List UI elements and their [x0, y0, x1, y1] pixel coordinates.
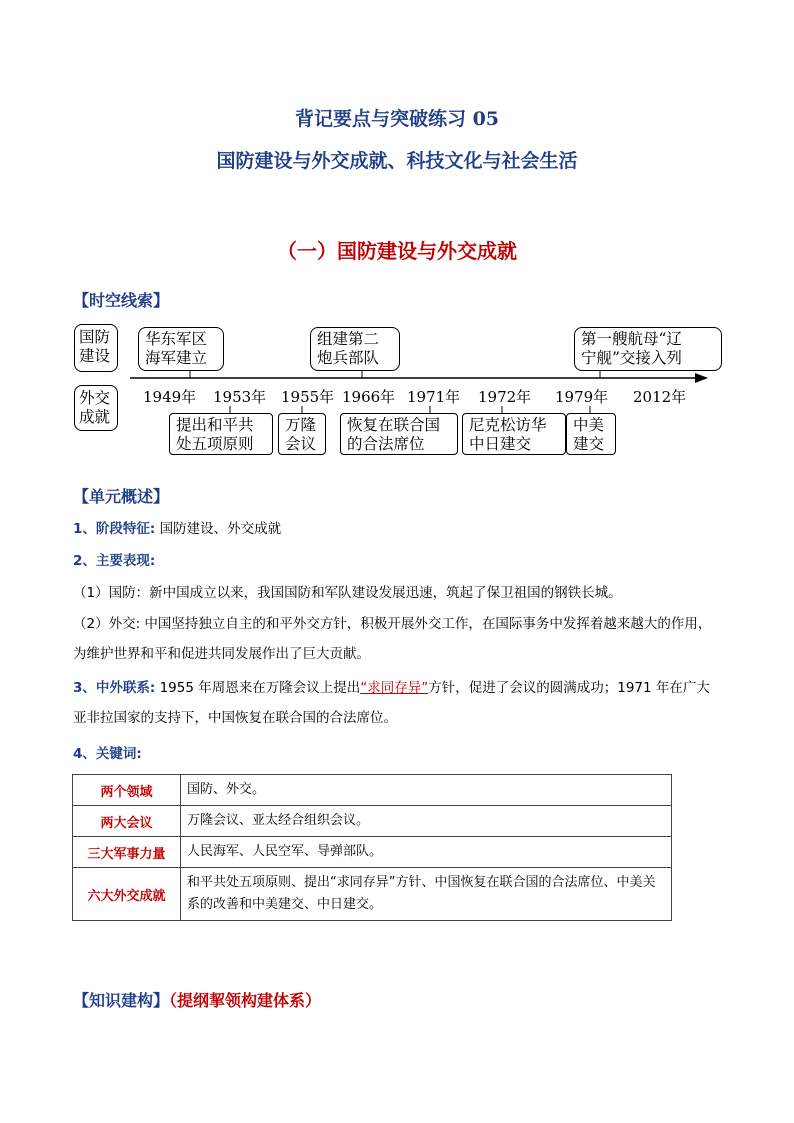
- keyword-value: 人民海军、人民空军、导弹部队。: [181, 837, 672, 868]
- stage-text: 国防建设、外交成就: [155, 521, 282, 537]
- keyword-key: 三大军事力量: [73, 837, 181, 868]
- table-row: [73, 868, 672, 921]
- event-second-artillery: 组建第二 炮兵部队: [310, 327, 400, 371]
- year-1979: 1979年: [555, 388, 609, 406]
- main-label: 2、主要表现:: [73, 553, 156, 569]
- knowledge-heading-main: 【知识建构】: [73, 991, 170, 1010]
- keyword-value: 万隆会议、亚太经合组织会议。: [181, 806, 672, 837]
- keyword-key: 两大会议: [73, 806, 181, 837]
- year-1972: 1972年: [478, 388, 532, 406]
- event-liaoning-carrier: 第一艘航母“辽 宁舰”交接入列: [574, 327, 722, 371]
- foreign-relations-paragraph: [73, 673, 723, 733]
- diplomacy-paragraph: （2）外交: 中国坚持独立自主的和平外交方针，积极开展外交工作，在国际事务中发挥着越来越大的作用，为维护世界和平和促进共同发展作出了巨大贡献。: [73, 616, 712, 662]
- table-row: [73, 837, 672, 868]
- row-label-diplomacy: 外交 成就: [74, 385, 118, 431]
- year-2012: 2012年: [633, 388, 687, 406]
- defense-paragraph: （1）国防：新中国成立以来，我国国防和军队建设发展迅速，筑起了保卫祖国的钢铁长城。: [73, 585, 622, 601]
- knowledge-heading-sub: （提纲挈领构建体系）: [169, 991, 322, 1010]
- year-1949: 1949年: [143, 388, 197, 406]
- knowledge-heading: [73, 988, 321, 1011]
- year-1955: 1955年: [281, 388, 335, 406]
- main-manifestations-label: [73, 545, 723, 577]
- section-title: （一）国防建设与外交成就: [277, 239, 517, 263]
- document-title-line2: 国防建设与外交成就、科技文化与社会生活: [216, 150, 578, 172]
- timeline-heading: 【时空线索】: [73, 291, 170, 310]
- event-navy-established: 华东军区 海军建立: [138, 327, 224, 371]
- event-nixon-visit: 尼克松访华 中日建交: [462, 413, 566, 455]
- relations-text-before: 1955 年周恩来在万隆会议上提出: [155, 680, 361, 696]
- keywords-label-line: [73, 738, 723, 770]
- year-1953: 1953年: [213, 388, 267, 406]
- table-row: [73, 806, 672, 837]
- overview-heading: 【单元概述】: [73, 487, 170, 506]
- stage-label: 1、阶段特征:: [73, 521, 156, 537]
- relations-text-after: 方针，促进了会议的圆满成功；1971 年在广大亚非拉国家的支持下，中国恢复在联合国的合法席位。: [73, 680, 710, 726]
- keyword-value: 国防、外交。: [181, 775, 672, 806]
- table-row: [73, 775, 672, 806]
- keywords-label: 4、关键词:: [73, 746, 142, 762]
- event-bandung-conference: 万隆 会议: [278, 413, 326, 455]
- keyword-value: 和平共处五项原则、提出“求同存异”方针、中国恢复在联合国的合法席位、中美关系的改善和中美建交、中日建交。: [181, 868, 672, 921]
- keywords-table: [72, 774, 672, 921]
- relations-label: 3、中外联系:: [73, 680, 156, 696]
- year-1966: 1966年: [342, 388, 396, 406]
- year-1971: 1971年: [407, 388, 461, 406]
- seek-common-ground-phrase: “求同存异”: [360, 680, 429, 696]
- keyword-key: 两个领域: [73, 775, 181, 806]
- keyword-key: 六大外交成就: [73, 868, 181, 921]
- row-label-defense: 国防 建设: [74, 324, 118, 372]
- event-sino-us-relations: 中美 建交: [566, 413, 616, 455]
- event-five-principles: 提出和平共 处五项原则: [169, 413, 273, 455]
- document-title-line1: 背记要点与突破练习 05: [294, 108, 500, 130]
- event-un-seat-restored: 恢复在联合国 的合法席位: [340, 413, 458, 455]
- stage-characteristics: [73, 513, 723, 545]
